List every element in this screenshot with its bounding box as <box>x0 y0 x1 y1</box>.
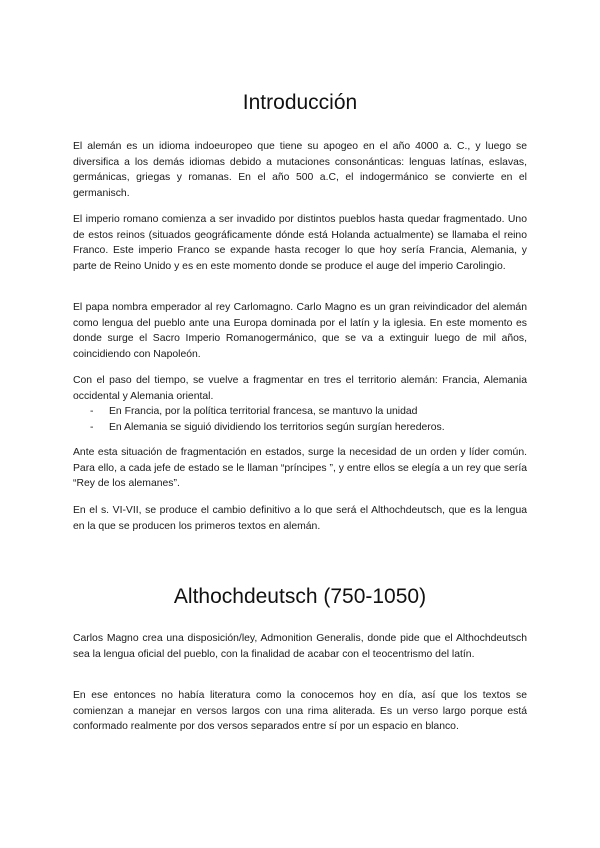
list-item <box>73 404 527 420</box>
paragraph-intro-3: El papa nombra emperador al rey Carlomagno. Carlo Magno es un gran reivindicador del alemán como lengua del pueblo ante una Europa dominada por el latín y la iglesia. En este momento es donde surge el Sacro Imperio Romanogermánico, que se va a extinguir luego de mil años, coincidiendo con Napoleón. <box>73 302 527 361</box>
paragraph-intro-4: Con el paso del tiempo, se vuelve a fragmentar en tres el territorio alemán: Francia, Alemania occidental y Alemania oriental. <box>73 375 527 402</box>
section-title-introduccion: Introducción <box>242 91 358 114</box>
paragraph-alt-2: En ese entonces no había literatura como la conocemos hoy en día, así que los textos se comienzan a manejar en versos largos con una rima aliterada. Es un verso largo porque está conformado realmente por dos versos separados entre sí por un espacio en blanco. <box>73 690 527 733</box>
paragraph-alt-1: Carlos Magno crea una disposición/ley, Admonition Generalis, donde pide que el Althochdeutsch sea la lengua oficial del pueblo, con la finalidad de acabar con el teocentrismo del latín. <box>73 633 527 660</box>
list-marker: - <box>90 406 94 417</box>
list-item-text: En Francia, por la política territorial francesa, se mantuvo la unidad <box>109 406 418 417</box>
paragraph-intro-5: Ante esta situación de fragmentación en estados, surge la necesidad de un orden y líder común. Para ello, a cada jefe de estado se le llaman “príncipes ”, y entre ellos se elegía a un rey que sería “Rey de los alemanes”. <box>73 447 527 490</box>
territory-list <box>73 404 527 435</box>
section-title-althochdeutsch: Althochdeutsch (750-1050) <box>173 585 427 608</box>
paragraph-intro-1: El alemán es un idioma indoeuropeo que tiene su apogeo en el año 4000 a. C., y luego se diversifica a los demás idiomas debido a mutaciones consonánticas: lenguas latínas, eslavas, germánicas, griegas y romanas. En el año 500 a.C, el indogermánico se convierte en el germanisch. <box>73 141 527 200</box>
list-marker: - <box>90 421 94 433</box>
list-item <box>73 420 527 436</box>
paragraph-intro-6: En el s. VI-VII, se produce el cambio definitivo a lo que será el Althochdeutsch, que es la lengua en la que se producen los primeros textos en alemán. <box>73 505 527 532</box>
list-item-text: En Alemania se siguió dividiendo los territorios según surgían herederos. <box>109 421 445 433</box>
paragraph-intro-2: El imperio romano comienza a ser invadido por distintos pueblos hasta quedar fragmentado. Uno de estos reinos (situados geográficamente dónde está Holanda actualmente) se llamaba el reino Franco. Este imperio Franco se expande hasta recoger lo que hoy sería Francia, Alemania, y parte de Reino Unido y es en este momento donde se produce el auge del imperio Carolingio. <box>73 214 527 273</box>
